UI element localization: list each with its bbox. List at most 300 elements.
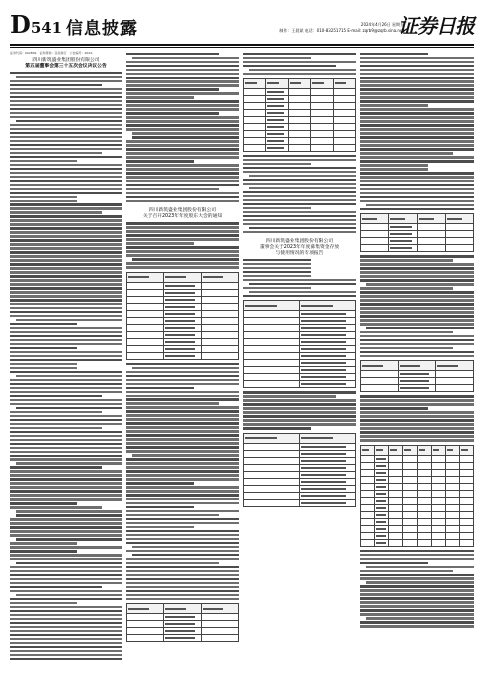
table-row [361, 445, 474, 455]
table-row [361, 214, 474, 224]
table-row [361, 483, 474, 490]
table-cell [459, 511, 473, 518]
page-letter: D [10, 10, 30, 39]
text-line [10, 275, 122, 277]
table-cell [164, 310, 201, 317]
cell-text [301, 376, 346, 378]
table-row [361, 224, 474, 231]
table-cell [398, 361, 436, 371]
table-cell [244, 311, 300, 318]
table-cell [300, 339, 356, 346]
issue-contact: 制作：王晨斌 电话：010-83251715 E-mail: zqrb9@zqrb.sina.net [279, 28, 404, 33]
text-line [10, 259, 122, 261]
text-line [10, 327, 122, 329]
notice-body-text [243, 53, 356, 75]
cell-text [376, 535, 385, 537]
table-row [244, 346, 356, 353]
text-line [243, 391, 356, 393]
table-cell [445, 445, 459, 455]
text-line [126, 371, 239, 373]
table-row [244, 116, 356, 123]
table-cell [361, 361, 399, 371]
table-cell [375, 532, 389, 539]
table-cell [300, 478, 356, 485]
text-line [10, 96, 122, 98]
table-row [127, 324, 239, 331]
text-line [126, 69, 239, 71]
cell-text [301, 446, 346, 448]
table-row [244, 109, 356, 116]
cell-text [301, 313, 346, 315]
table-cell [127, 324, 164, 331]
table-cell [403, 532, 417, 539]
table-cell [445, 539, 459, 546]
notice-heading-board-resolution [10, 58, 122, 70]
cell-text [419, 218, 434, 220]
cell-text [165, 292, 194, 294]
table-cell [244, 78, 266, 88]
cell-text [404, 449, 411, 451]
table-cell [361, 469, 375, 476]
cell-text [433, 449, 440, 451]
table-cell [417, 483, 431, 490]
table-cell [164, 604, 201, 614]
text-line [360, 267, 474, 269]
table-cell [164, 345, 201, 352]
text-line [10, 211, 102, 213]
text-line [360, 403, 474, 405]
text-line [360, 303, 474, 305]
project-table [360, 360, 474, 392]
table-cell [459, 532, 473, 539]
table-cell [389, 214, 417, 224]
text-line [126, 558, 239, 560]
text-line [126, 61, 239, 63]
cell-text [447, 449, 454, 451]
text-line [10, 140, 122, 142]
text-line [126, 534, 239, 536]
table-cell [375, 518, 389, 525]
text-line [10, 148, 122, 150]
text-line [360, 593, 474, 595]
text-line [126, 92, 239, 94]
table-cell [244, 123, 266, 130]
cell-text [376, 528, 385, 530]
text-line [126, 164, 239, 166]
text-line [16, 562, 122, 564]
text-line [360, 291, 474, 293]
table-cell [459, 504, 473, 511]
table-row [361, 238, 474, 245]
text-line [10, 642, 122, 644]
text-line [10, 415, 122, 417]
table-cell [300, 301, 356, 311]
text-line [10, 650, 122, 652]
text-line [126, 438, 239, 440]
text-line [10, 439, 122, 441]
cell-text [165, 313, 194, 315]
table-cell [333, 123, 355, 130]
text-line [10, 574, 122, 576]
notice-body-text [360, 255, 474, 357]
text-line [10, 156, 122, 158]
newspaper-logo: 证券日报 [398, 14, 474, 38]
text-line [126, 458, 239, 460]
text-line [126, 116, 239, 118]
text-line [10, 602, 77, 604]
text-line [360, 589, 474, 591]
table-cell [164, 324, 201, 331]
text-line [366, 283, 474, 285]
table-cell [244, 339, 300, 346]
table-cell [333, 130, 355, 137]
text-line [126, 96, 194, 98]
text-line [249, 69, 356, 71]
investment-table [360, 445, 474, 547]
cell-text [400, 365, 421, 367]
text-line [10, 618, 122, 620]
table-row [127, 331, 239, 338]
table-cell [445, 462, 459, 469]
text-line [360, 152, 453, 154]
text-line [10, 347, 77, 349]
text-line [360, 307, 474, 309]
text-line [360, 597, 474, 599]
text-line [10, 506, 102, 508]
table-row [361, 518, 474, 525]
table-cell [300, 433, 356, 443]
text-line [10, 598, 122, 600]
cell-text [165, 320, 194, 322]
table-cell [311, 78, 333, 88]
notice-heading-agm [126, 208, 239, 220]
table-cell [244, 144, 266, 151]
text-line [126, 184, 239, 186]
text-line [10, 104, 122, 106]
table-cell [361, 497, 375, 504]
text-line [243, 211, 356, 213]
table-cell [403, 476, 417, 483]
table-cell [333, 116, 355, 123]
table-cell [201, 296, 238, 303]
text-line [126, 230, 239, 232]
table-cell [431, 539, 445, 546]
table-cell [459, 445, 473, 455]
text-line [126, 53, 219, 55]
table-cell [361, 539, 375, 546]
text-line [360, 200, 474, 202]
table-row [244, 311, 356, 318]
notice-company-name: 四川新筑盛业集团股份有限公司 [265, 239, 334, 244]
table-cell [127, 345, 164, 352]
text-line [126, 200, 239, 202]
cell-text [165, 341, 194, 343]
table-cell [201, 621, 238, 628]
page-code [10, 10, 62, 39]
text-line [243, 179, 356, 181]
text-line [360, 435, 474, 437]
text-line [10, 379, 122, 381]
notice-body-text [126, 222, 239, 268]
cell-text [376, 449, 383, 451]
text-line [10, 383, 122, 385]
text-line [10, 522, 122, 524]
text-line [360, 343, 474, 345]
text-line [243, 183, 356, 185]
text-line [10, 550, 77, 552]
table-row [244, 360, 356, 367]
text-line [366, 566, 474, 568]
cell-text [362, 365, 383, 367]
text-line [126, 522, 239, 524]
table-cell [389, 238, 417, 245]
table-row [361, 371, 474, 378]
text-line [126, 192, 239, 194]
text-line [126, 226, 239, 228]
text-line [16, 462, 122, 464]
text-line [132, 136, 239, 138]
table-row [244, 374, 356, 381]
table-cell [201, 635, 238, 642]
table-cell [389, 511, 403, 518]
table-cell [445, 511, 459, 518]
table-cell [244, 443, 300, 450]
issue-info [279, 22, 404, 34]
table-cell [300, 471, 356, 478]
table-cell [459, 469, 473, 476]
text-line [360, 65, 474, 67]
text-line [10, 84, 102, 86]
table-cell [266, 102, 288, 109]
text-line [126, 108, 239, 110]
table-cell [417, 214, 445, 224]
table-row [127, 628, 239, 635]
table-cell [311, 137, 333, 144]
text-line [126, 65, 239, 67]
table-cell [361, 483, 375, 490]
table-cell [300, 457, 356, 464]
notice-body-text [360, 550, 474, 628]
table-cell [300, 360, 356, 367]
table-cell [244, 130, 266, 137]
text-line [10, 474, 122, 476]
text-line [126, 498, 239, 500]
table-cell [300, 353, 356, 360]
text-line [360, 61, 474, 63]
table-cell [459, 462, 473, 469]
table-cell [288, 137, 310, 144]
text-line [10, 116, 122, 118]
cell-text [165, 334, 194, 336]
table-cell [361, 231, 389, 238]
notice-body-text [360, 53, 474, 211]
text-line [10, 658, 122, 660]
table-cell [288, 144, 310, 151]
table-cell [164, 317, 201, 324]
text-line [10, 112, 122, 114]
text-line [10, 176, 122, 178]
text-line [16, 76, 122, 78]
text-line [360, 411, 474, 413]
text-line [360, 335, 474, 337]
text-line [126, 128, 239, 130]
table-cell [445, 518, 459, 525]
table-cell [127, 621, 164, 628]
table-row [361, 361, 474, 371]
table-cell [417, 504, 431, 511]
table-cell [398, 371, 436, 378]
table-cell [244, 471, 300, 478]
table-cell [389, 483, 403, 490]
text-line [126, 379, 239, 381]
cell-text [267, 98, 283, 100]
text-line [243, 53, 356, 55]
table-cell [127, 310, 164, 317]
table-cell [459, 483, 473, 490]
table-cell [266, 144, 288, 151]
table-row [244, 339, 356, 346]
table-cell [431, 483, 445, 490]
table-cell [288, 95, 310, 102]
table-cell [361, 238, 389, 245]
text-line [10, 554, 122, 556]
text-line [126, 234, 239, 236]
text-line [360, 570, 453, 572]
text-line [10, 188, 122, 190]
table-row [244, 130, 356, 137]
table-cell [403, 455, 417, 462]
text-line [10, 478, 122, 480]
text-line [360, 347, 453, 349]
table-cell [389, 455, 403, 462]
text-line [126, 73, 239, 75]
table-cell [445, 231, 473, 238]
text-line [243, 223, 356, 225]
table-cell [389, 490, 403, 497]
table-cell [417, 455, 431, 462]
table-cell [244, 88, 266, 95]
cell-text [267, 147, 283, 149]
table-cell [417, 224, 445, 231]
text-line [10, 180, 122, 182]
table-cell [288, 88, 310, 95]
table-row [244, 332, 356, 339]
table-row [361, 378, 474, 385]
text-line [132, 546, 239, 548]
table-cell [417, 511, 431, 518]
cell-text [301, 453, 346, 455]
table-cell [244, 353, 300, 360]
text-line [249, 227, 356, 229]
cell-text [301, 437, 333, 439]
text-line [360, 601, 474, 603]
text-line [126, 574, 239, 576]
text-line [360, 574, 474, 576]
table-cell [164, 282, 201, 289]
table-row [244, 137, 356, 144]
text-line [360, 188, 474, 190]
text-line [249, 187, 356, 189]
fund-usage-table [243, 300, 356, 388]
table-cell [431, 469, 445, 476]
text-line [243, 279, 356, 281]
text-line [126, 152, 239, 154]
text-line [360, 431, 474, 433]
text-line [10, 423, 122, 425]
text-line [10, 136, 122, 138]
cell-text [312, 82, 324, 84]
text-line [243, 263, 311, 265]
table-cell [403, 525, 417, 532]
notice-body-text [126, 53, 239, 203]
text-line [243, 267, 311, 269]
cell-text [290, 82, 302, 84]
text-line [10, 451, 122, 453]
table-row [244, 381, 356, 388]
text-line [126, 172, 239, 174]
table-cell [311, 95, 333, 102]
table-cell [244, 464, 300, 471]
table-cell [403, 497, 417, 504]
text-line [10, 371, 122, 373]
cell-text [267, 105, 283, 107]
text-line [243, 65, 336, 67]
text-line [10, 144, 122, 146]
masthead-rule-thick [10, 44, 474, 46]
table-cell [361, 445, 375, 455]
cell-text [245, 437, 277, 439]
text-line [10, 108, 122, 110]
text-line [132, 554, 239, 556]
table-cell [389, 231, 417, 238]
table-cell [389, 532, 403, 539]
text-line [10, 184, 122, 186]
text-line [126, 550, 239, 552]
table-row [244, 88, 356, 95]
text-line [10, 502, 77, 504]
table-cell [300, 499, 356, 506]
text-line [132, 367, 239, 369]
text-line [10, 610, 122, 612]
cell-text [376, 542, 385, 544]
cell-text [165, 623, 194, 625]
text-line [10, 124, 122, 126]
table-cell [201, 338, 238, 345]
table-cell [361, 224, 389, 231]
table-cell [333, 102, 355, 109]
table-row [361, 469, 474, 476]
cell-text [128, 276, 149, 278]
text-line [360, 148, 474, 150]
table-cell [445, 483, 459, 490]
text-line [126, 510, 239, 512]
text-line [10, 391, 122, 393]
table-cell [361, 378, 399, 385]
text-line [10, 530, 122, 532]
text-line [126, 112, 219, 114]
text-line [360, 156, 474, 158]
text-line [360, 585, 474, 587]
authorization-table [126, 603, 239, 642]
text-line [126, 410, 239, 412]
table-cell [375, 476, 389, 483]
notice-title: 关于召开2023年年度股东大会的通知 [142, 214, 223, 220]
table-cell [266, 116, 288, 123]
table-row [127, 282, 239, 289]
table-row [361, 385, 474, 392]
text-line [360, 399, 474, 401]
table-cell [244, 450, 300, 457]
